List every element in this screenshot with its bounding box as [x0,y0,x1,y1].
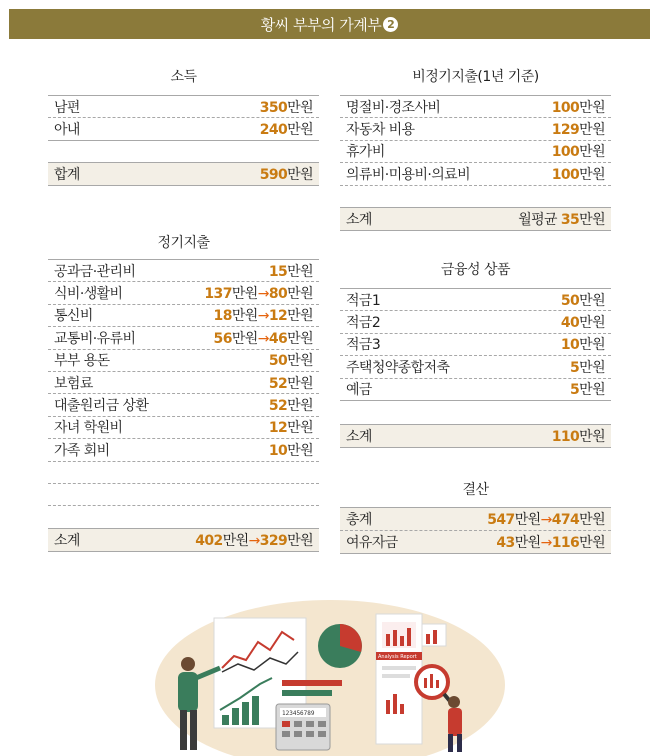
financial-title: 금융성 상품 [440,262,511,278]
legend-bar [282,680,342,686]
regular-row: 자녀 학원비 12만원 [48,417,319,439]
svg-text:Analysis Report: Analysis Report [378,654,417,660]
calculator-icon [276,704,330,750]
irregular-subtotal: 소계 월평균 35만원 [340,207,611,231]
financial-row: 주택청약종합저축 5만원 [340,356,611,378]
settlement-table [340,507,611,554]
irregular-row: 휴가비 100만원 [340,141,611,163]
irregular-row: 명절비·경조사비 100만원 [340,96,611,118]
financial-row: 적금1 50만원 [340,289,611,311]
regular-subtotal: 소계 402만원→329만원 [48,528,319,552]
regular-title: 정기지출 [157,235,210,251]
legend-bar [282,690,332,696]
financial-table [340,288,611,401]
financial-row: 적금3 10만원 [340,334,611,356]
pie-chart-icon [318,624,362,668]
irregular-row: 의류비·미용비·의료비 100만원 [340,163,611,185]
regular-row: 통신비 18만원→12만원 [48,305,319,327]
bar-chart-icon [422,624,446,646]
regular-row: 공과금·관리비 15만원 [48,260,319,282]
income-table [48,95,319,141]
regular-row: 식비·생활비 137만원→80만원 [48,282,319,304]
regular-row: 교통비·유류비 56만원→46만원 [48,327,319,349]
regular-row: 보험료 52만원 [48,372,319,394]
irregular-title: 비정기지출(1년 기준) [412,69,539,85]
settlement-row-total: 총계 547만원→474만원 [346,512,605,529]
number-badge: 2 [383,17,398,32]
irregular-row: 자동차 비용 129만원 [340,118,611,140]
settlement-title: 결산 [462,482,489,498]
financial-row: 예금 5만원 [340,379,611,401]
regular-blank-row [48,484,319,506]
right-column [340,0,611,560]
finance-illustration [150,560,510,756]
income-row-wife: 아내 240만원 [48,118,319,140]
regular-row: 대출원리금 상환 52만원 [48,394,319,416]
income-total: 합계 590만원 [48,162,319,186]
financial-row: 적금2 40만원 [340,311,611,333]
irregular-table [340,95,611,186]
regular-blank-row [48,462,319,484]
regular-table [48,259,319,529]
regular-blank-row [48,506,319,528]
income-title: 소득 [170,69,197,85]
financial-subtotal: 소계 110만원 [340,424,611,448]
svg-text:123456789: 123456789 [282,710,315,717]
regular-row: 부부 용돈 50만원 [48,350,319,372]
settlement-row-spare: 여유자금 43만원→116만원 [340,530,611,552]
page-title: 황씨 부부의 가계부 [260,15,382,34]
left-column [48,0,319,560]
regular-row: 가족 회비 10만원 [48,439,319,461]
income-row-husband: 남편 350만원 [48,96,319,118]
